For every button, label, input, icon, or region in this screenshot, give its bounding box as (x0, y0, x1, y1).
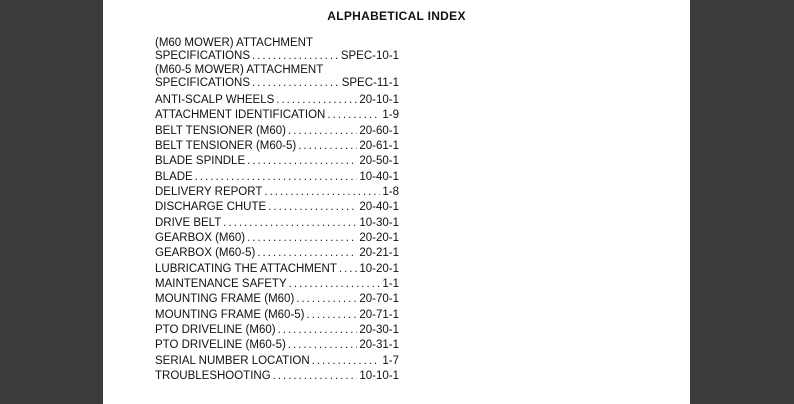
leader-dots (312, 355, 381, 368)
leader-dots (296, 293, 357, 306)
index-entry-page: 20-50-1 (359, 155, 399, 168)
index-entry-label: DELIVERY REPORT (155, 186, 263, 198)
index-entry-page: 20-31-1 (359, 339, 399, 352)
index-entry-page: 20-40-1 (359, 201, 399, 214)
index-entry-label: DRIVE BELT (155, 216, 222, 229)
index-entry-label-line1: (M60 MOWER) ATTACHMENT (155, 37, 314, 49)
index-entry[interactable] (155, 107, 399, 122)
index-entry-label: ATTACHMENT IDENTIFICATION (155, 109, 326, 122)
index-entry[interactable] (155, 37, 399, 64)
leader-dots (298, 140, 357, 153)
index-entry[interactable] (155, 64, 399, 91)
leader-dots (268, 201, 357, 214)
index-entry-page: SPEC-11-1 (341, 77, 399, 90)
index-entry[interactable] (155, 122, 399, 137)
leader-dots (247, 232, 357, 245)
index-entry-page: 10-40-1 (359, 170, 399, 183)
index-entry[interactable] (155, 368, 399, 383)
index-entry[interactable] (155, 306, 399, 321)
leader-dots (252, 50, 339, 63)
index-entry-label: MOUNTING FRAME (M60) (155, 293, 295, 306)
index-entry-label: PTO DRIVELINE (M60-5) (155, 339, 286, 352)
index-entry-page: 1-1 (382, 278, 399, 291)
index-entry[interactable] (155, 184, 399, 199)
index-entry-page: 1-8 (382, 186, 399, 198)
index-entry[interactable] (155, 199, 399, 214)
index-entry-page: 20-10-1 (359, 93, 399, 106)
leader-dots (327, 109, 380, 122)
index-entry-page: SPEC-10-1 (340, 50, 399, 62)
leader-dots (195, 171, 358, 184)
index-entry[interactable] (155, 291, 399, 306)
index-entry-page: 20-70-1 (359, 293, 399, 306)
index-entry[interactable] (155, 337, 399, 352)
index-entry-label: GEARBOX (M60) (155, 232, 246, 245)
leader-dots (257, 247, 357, 260)
index-entry-page: 20-30-1 (359, 324, 399, 337)
leader-dots (289, 278, 381, 291)
index-entry-label-line2: SPECIFICATIONS (155, 77, 250, 90)
leader-dots (307, 309, 358, 322)
index-entry-label: GEARBOX (M60-5) (155, 247, 256, 260)
index-entry-page: 10-30-1 (359, 216, 399, 229)
index-entry-page: 20-60-1 (359, 124, 399, 137)
index-entry-page: 20-61-1 (359, 139, 399, 152)
index-entry[interactable] (155, 352, 399, 367)
index-entry[interactable] (155, 153, 399, 168)
index-entry-label: TROUBLESHOOTING (155, 370, 271, 383)
index-entry-label: BLADE SPINDLE (155, 155, 246, 168)
index-entry-label: BELT TENSIONER (M60-5) (155, 139, 297, 152)
index-entry-page: 20-20-1 (359, 232, 399, 245)
index-entry-label: SERIAL NUMBER LOCATION (155, 354, 310, 367)
index-entry[interactable] (155, 214, 399, 229)
index-entry[interactable] (155, 138, 399, 153)
index-entry-label: BLADE (155, 170, 193, 183)
index-entry-page: 1-9 (382, 109, 399, 122)
leader-dots (273, 370, 358, 383)
index-entry[interactable] (155, 230, 399, 245)
index-entry[interactable] (155, 276, 399, 291)
index-entry-label: MAINTENANCE SAFETY (155, 278, 287, 291)
index-entry[interactable] (155, 245, 399, 260)
leader-dots (252, 77, 340, 90)
leader-dots (223, 217, 357, 230)
leader-dots (278, 324, 358, 337)
index-entry-label: BELT TENSIONER (M60) (155, 124, 287, 137)
index-entry[interactable] (155, 260, 399, 275)
leader-dots (276, 94, 357, 107)
index-entry-label: LUBRICATING THE ATTACHMENT (155, 262, 337, 275)
page-title: ALPHABETICAL INDEX (327, 9, 466, 23)
index-entry-page: 1-7 (382, 354, 399, 367)
leader-dots (288, 339, 358, 352)
index-entry-label-line2: SPECIFICATIONS (155, 50, 250, 62)
index-entry[interactable] (155, 168, 399, 183)
leader-dots (288, 125, 357, 138)
index-entry[interactable] (155, 92, 399, 107)
leader-dots (339, 263, 357, 276)
index-entry-page: 20-71-1 (359, 308, 399, 321)
index-entry-label: DISCHARGE CHUTE (155, 201, 267, 214)
index-entry-label: PTO DRIVELINE (M60) (155, 324, 276, 337)
index-entry-page: 10-10-1 (359, 370, 399, 383)
index-entry-label: MOUNTING FRAME (M60-5) (155, 308, 305, 321)
leader-dots (264, 186, 380, 199)
index-entry-label-line1: (M60-5 MOWER) ATTACHMENT (155, 64, 324, 77)
index-entry-page: 10-20-1 (359, 262, 399, 275)
index-entry[interactable] (155, 322, 399, 337)
index-entry-page: 20-21-1 (359, 247, 399, 260)
index-entry-label: ANTI-SCALP WHEELS (155, 93, 275, 106)
index-list (155, 37, 399, 383)
document-page (103, 0, 690, 404)
leader-dots (247, 155, 357, 168)
